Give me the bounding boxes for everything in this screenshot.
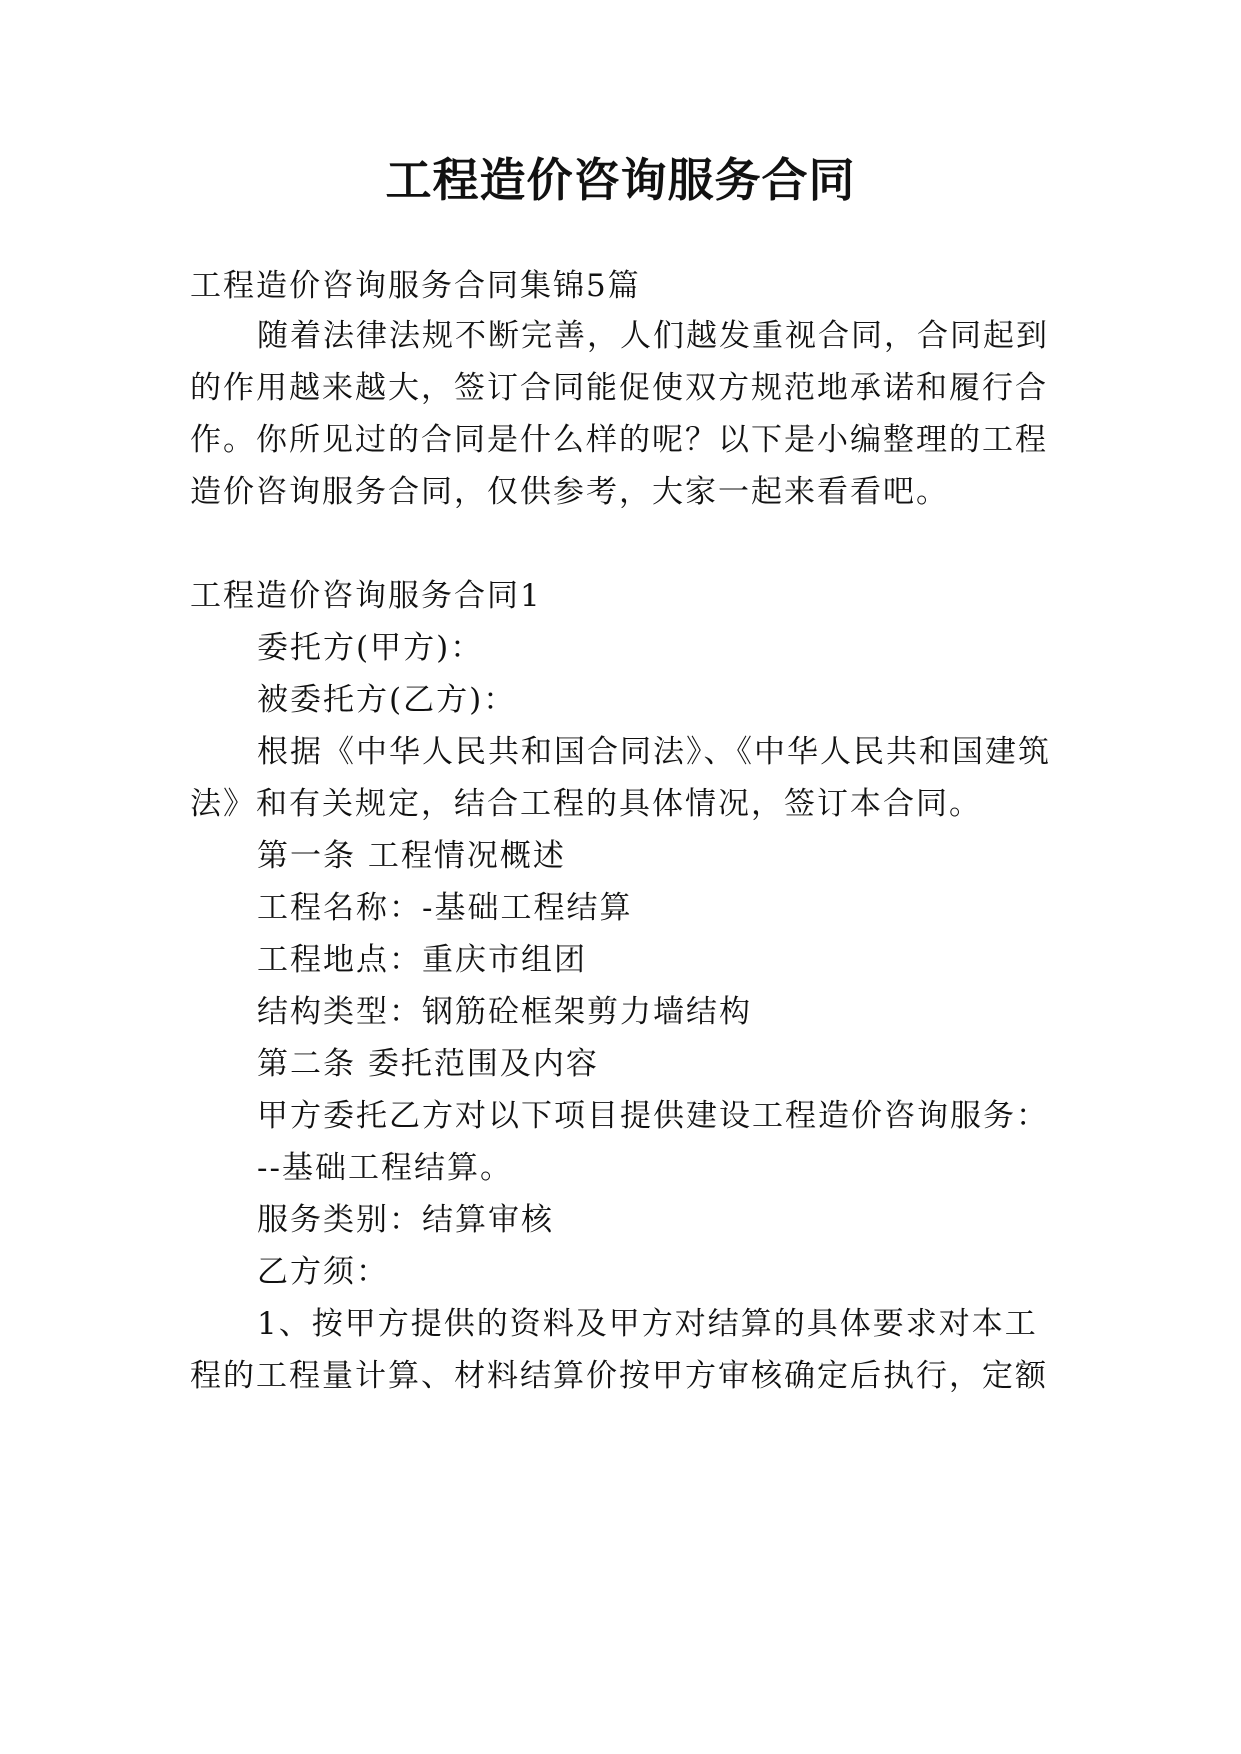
article-two-heading: 第二条 委托范围及内容 (257, 1046, 599, 1082)
project-name-line: 工程名称：-基础工程结算 (257, 890, 633, 926)
duty-paragraph-line: 程的工程量计算、材料结算价按甲方审核确定后执行，定额 (190, 1358, 1048, 1394)
intro-paragraph-line: 随着法律法规不断完善，人们越发重视合同，合同起到 (257, 318, 1049, 354)
party-b-line: 被委托方(乙方)： (257, 682, 517, 718)
scope-item-line: --基础工程结算。 (257, 1150, 513, 1186)
duty-paragraph-line: 1、按甲方提供的资料及甲方对结算的具体要求对本工 (257, 1306, 1038, 1342)
basis-paragraph-line: 根据《中华人民共和国合同法》、《中华人民共和国建筑 (257, 734, 1051, 770)
project-location-line: 工程地点：重庆市组团 (257, 942, 587, 978)
document-title: 工程造价咨询服务合同 (385, 153, 856, 207)
article-one-heading: 第一条 工程情况概述 (257, 838, 566, 874)
intro-paragraph-line: 造价咨询服务合同，仅供参考，大家一起来看看吧。 (190, 474, 949, 510)
structure-type-line: 结构类型：钢筋砼框架剪力墙结构 (257, 994, 752, 1030)
service-type-line: 服务类别：结算审核 (257, 1202, 554, 1238)
intro-paragraph-line: 作。你所见过的合同是什么样的呢？以下是小编整理的工程 (190, 422, 1048, 458)
collection-heading: 工程造价咨询服务合同集锦5篇 (190, 268, 641, 304)
party-a-line: 委托方(甲方)： (257, 630, 484, 666)
contract-heading: 工程造价咨询服务合同1 (190, 578, 542, 614)
party-b-duties-heading: 乙方须： (257, 1254, 389, 1290)
scope-line: 甲方委托乙方对以下项目提供建设工程造价咨询服务： (257, 1098, 1049, 1134)
intro-paragraph-line: 的作用越来越大，签订合同能促使双方规范地承诺和履行合 (190, 370, 1048, 406)
basis-paragraph-line: 法》和有关规定，结合工程的具体情况，签订本合同。 (190, 786, 982, 822)
